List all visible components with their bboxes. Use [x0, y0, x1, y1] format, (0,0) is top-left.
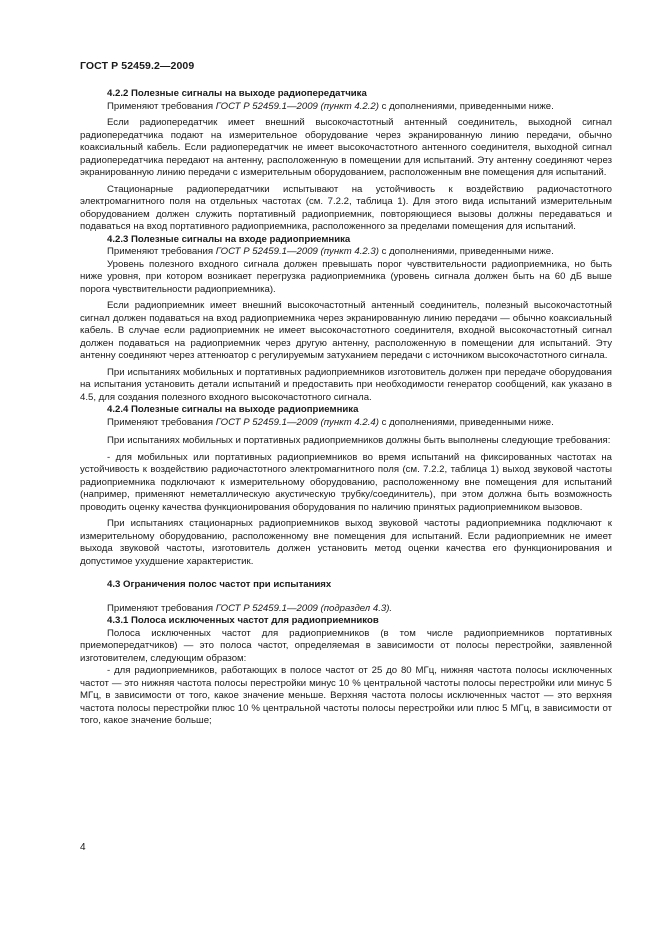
section-4-3-1-title: 4.3.1 Полоса исключенных частот для радиоприемников — [107, 615, 379, 626]
section-4-2-4-list-item: - для мобильных или портативных радиоприемников во время испытаний на фиксированных частотах на устойчивость к воздействию радиочастотного электромагнитного поля (см. 7.2.2, таблица 1) выход звуковой частоты радиоприемника подключают к измерительному оборудованию, расположенному вне помещения для испытаний (например, применяют неметаллическую акустическую трубку/соединитель), при этом должна быть возможность проводить оценку качества функционирования оборудования по наличию принятых радиоприемником вызовов. — [80, 451, 612, 513]
section-4-2-2-title: 4.2.2 Полезные сигналы на выходе радиопередатчика — [107, 88, 367, 99]
paragraph-text: с дополнениями, приведенными ниже. — [378, 246, 554, 257]
section-4-3-title: 4.3 Ограничения полос частот при испытаниях — [107, 579, 332, 590]
section-4-2-4-paragraph-4: При испытаниях стационарных радиоприемников выход звуковой частоты радиоприемника подключают к измерительному оборудованию, расположенному вне помещения для испытаний. Если радиоприемник не имеет выхода звуковой частоты, изготовитель должен установить метод оценки качества его функционирования и допустимое ухудшение характеристик. — [80, 518, 612, 567]
document-header: ГОСТ Р 52459.2—2009 — [80, 60, 195, 72]
standard-reference: ГОСТ Р 52459.1—2009 (пункт 4.2.4) — [215, 416, 379, 428]
section-4-2-2-paragraph-2: Если радиопередатчик имеет внешний высокочастотный антенный соединитель, выходной сигнал радиопередатчика подают на измерительное оборудование через экранированную линию передачи, обычно коаксиальный кабель. Если радиопередатчик не имеет высокочастотного антенного соединителя, выходной сигнал радиопередатчика передают на антенну, расположенную в помещении для испытаний. Эту антенну соединяют через экранированную линию передачи с измерительным оборудованием, расположенным вне помещения для испытаний. — [80, 117, 612, 178]
paragraph-text: Применяют требования — [107, 100, 216, 112]
section-4-2-4-paragraph-1 — [80, 417, 612, 430]
section-4-3-1-paragraph-1: Полоса исключенных частот для радиоприемников (в том числе радиоприемников портативных приемопередатчиков) — это полоса частот, определяемая в зависимости от полосы перестройки, заявленной изготовителем, следующим образом: — [80, 627, 612, 664]
section-4-2-4-title: 4.2.4 Полезные сигналы на выходе радиоприемника — [107, 404, 359, 415]
section-4-2-4-paragraph-2: При испытаниях мобильных и портативных радиоприемников должны быть выполнены следующие требования: — [107, 435, 611, 446]
document-body — [80, 88, 612, 728]
paragraph-text: с дополнениями, приведенными ниже. — [378, 416, 554, 428]
section-4-2-2-paragraph-1 — [80, 101, 612, 114]
paragraph-text: с дополнениями, приведенными ниже. — [378, 100, 554, 112]
section-4-2-3-paragraph-1 — [80, 246, 612, 259]
section-4-2-3-paragraph-4: При испытаниях мобильных и портативных радиоприемников изготовитель должен при передаче оборудования на испытания установить детали испытаний и предоставить при необходимости генератор сообщений, как указано в 4.5, для создания полезного входного высокочастотного сигнала. — [80, 366, 612, 403]
standard-reference: ГОСТ Р 52459.1—2009 (пункт 4.2.2) — [215, 100, 379, 112]
paragraph-text: Применяют требования — [107, 246, 216, 257]
section-4-3-1-list-item: - для радиоприемников, работающих в полосе частот от 25 до 80 МГц, нижняя частота полосы исключенных частот — это нижняя частота полосы перестройки минус 10 % центральной частоты полосы перестройки или минус 5 МГц, в зависимости от того, какое значение меньше. Верхняя частота полосы исключенных частот — это верхняя частота полосы перестройки плюс 10 % центральной частоты полосы перестройки или плюс 5 МГц, в зависимости от того, какое значение больше; — [80, 665, 612, 726]
standard-reference: ГОСТ Р 52459.1—2009 (подраздел 4.3). — [215, 602, 393, 614]
section-4-2-3-paragraph-2: Уровень полезного входного сигнала должен превышать порог чувствительности радиоприемника, но быть ниже уровня, при котором возникает перегрузка радиоприемника (уровень сигнала должен быть на 60 дБ выше порога чувствительности радиоприемника). — [80, 258, 612, 295]
paragraph-text: Применяют требования — [107, 416, 216, 428]
page-number: 4 — [80, 842, 86, 853]
section-4-2-3-paragraph-3: Если радиоприемник имеет внешний высокочастотный антенный соединитель, полезный высокочастотный сигнал должен подаваться на вход радиоприемника через экранированную линию передачи — обычно коаксиальный кабель. В случае если радиоприемник не имеет высокочастотного соединителя, входной высокочастотный сигнал должен подаваться на радиоприемник через другую антенну, расположенную в помещении для испытаний. Эту антенну соединяют через аттенюатор с регулируемым затуханием передачи с источником высокочастотного сигнала. — [80, 300, 612, 361]
standard-reference: ГОСТ Р 52459.1—2009 (пункт 4.2.3) — [215, 246, 379, 257]
section-4-2-3-title: 4.2.3 Полезные сигналы на входе радиоприемника — [107, 233, 351, 245]
section-4-2-2-paragraph-3: Стационарные радиопередатчики испытывают на устойчивость к воздействию радиочастотного электромагнитного поля на отдельных частотах (см. 7.2.2, таблица 1). Для этого вида испытаний измерительным оборудованием должен служить портативный радиоприемник, повторяющиеся вызовы должны передаваться и подаваться на вход портативного радиоприемника, расположенного за пределами помещения для испытаний. — [80, 183, 612, 232]
paragraph-text: Применяют требования — [107, 602, 216, 614]
section-4-3-paragraph-1 — [80, 603, 612, 616]
